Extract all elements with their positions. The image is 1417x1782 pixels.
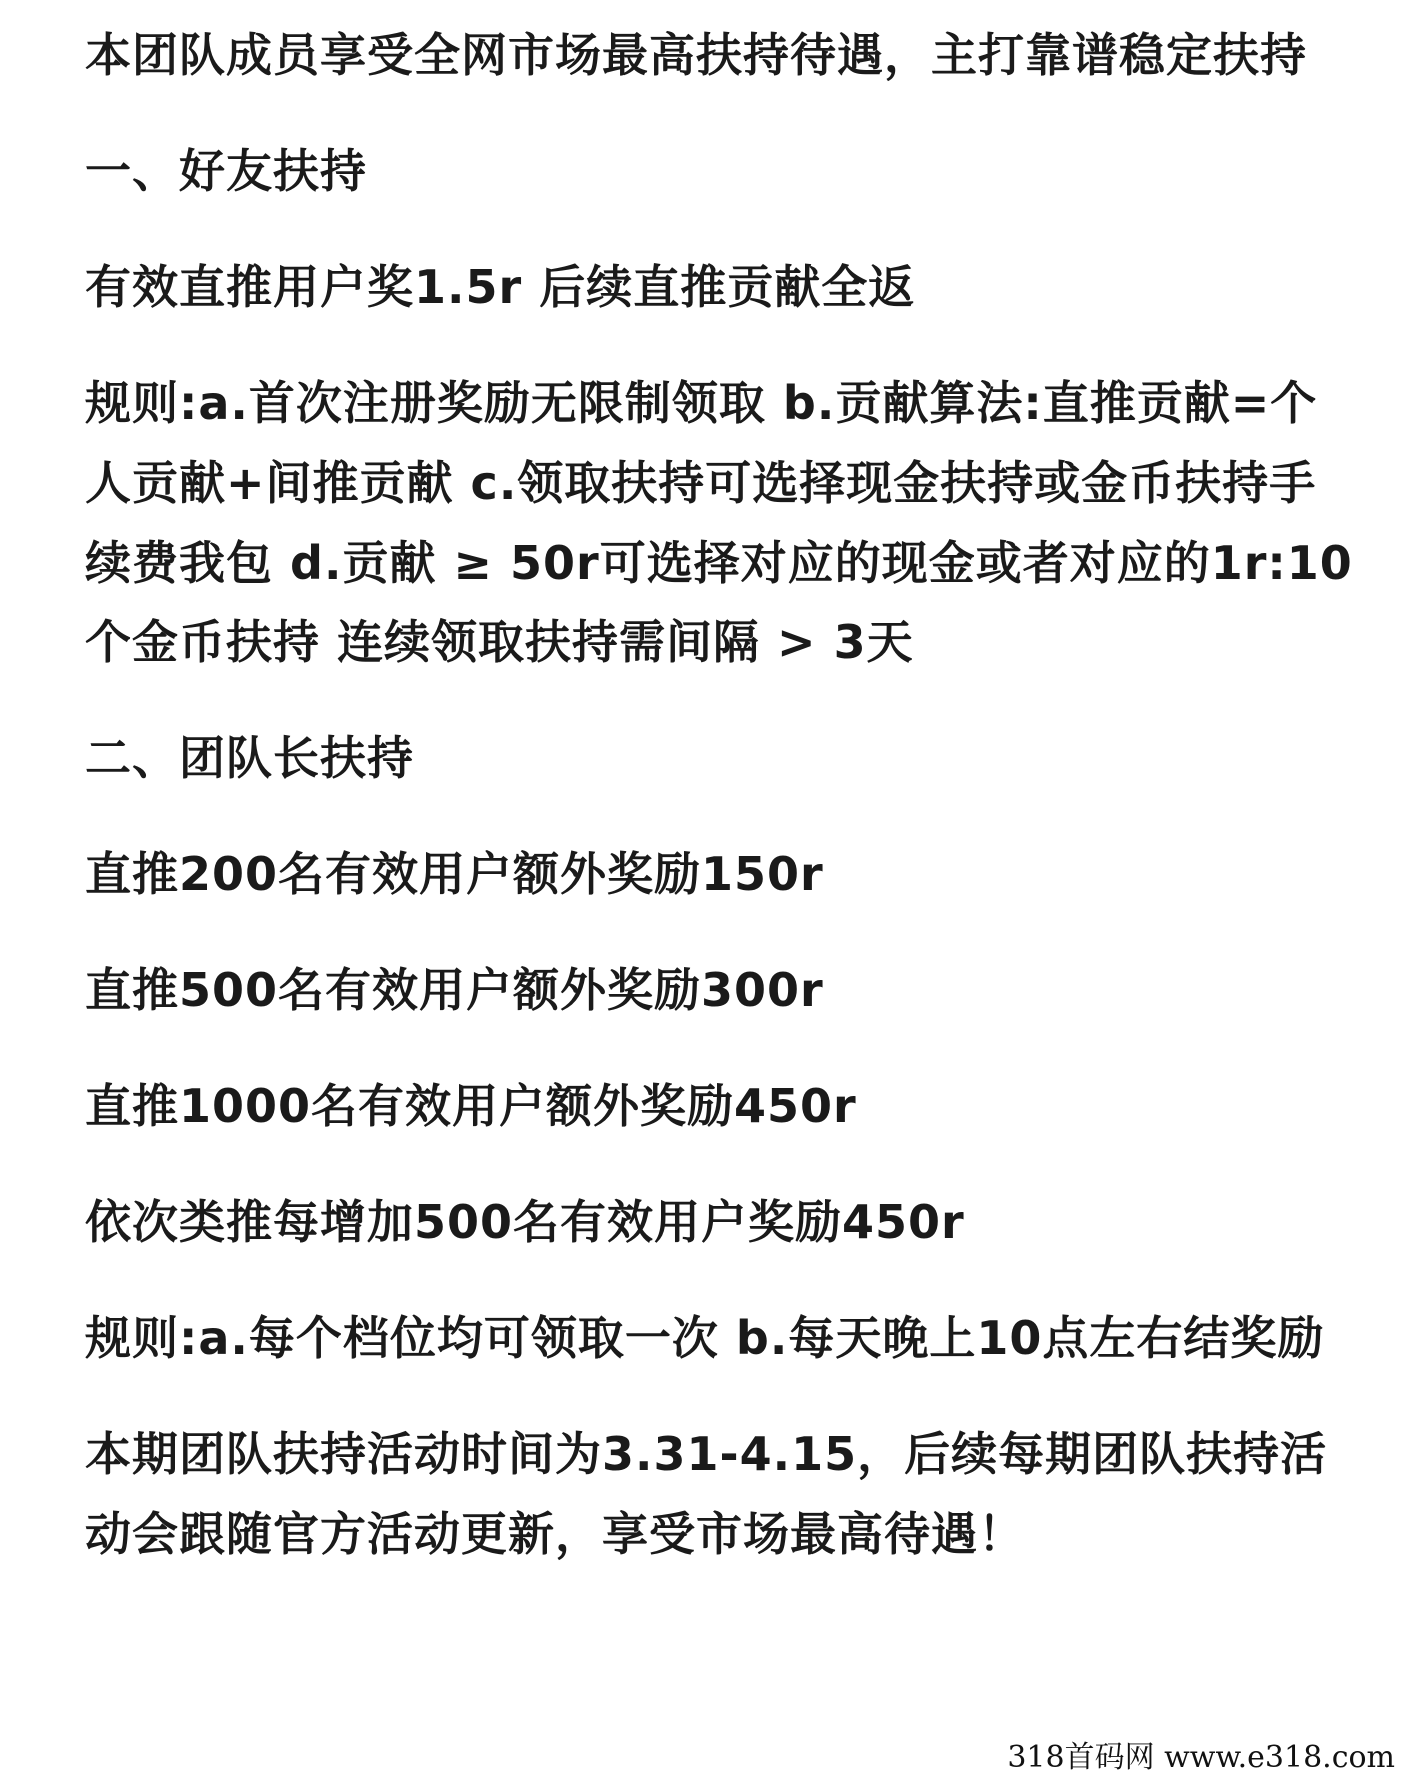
activity-period-line-2: 动会跟随官方活动更新，享受市场最高待遇！: [85, 1507, 1025, 1561]
friend-rules-line-4: 个金币扶持 连续领取扶持需间隔 > 3天: [85, 615, 914, 669]
tier-500-text: 直推500名有效用户额外奖励300r: [85, 963, 824, 1017]
site-watermark: 318首码网 www.e318.com: [1003, 1732, 1399, 1776]
friend-rules-line-2: 人贡献+间推贡献 c.领取扶持可选择现金扶持或金币扶持手: [85, 456, 1317, 510]
activity-period-line-1: 本期团队扶持活动时间为3.31-4.15，后续每期团队扶持活: [85, 1427, 1328, 1481]
tier-200-text: 直推200名有效用户额外奖励150r: [85, 847, 824, 901]
intro-text: 本团队成员享受全网市场最高扶持待遇，主打靠谱稳定扶持: [85, 28, 1307, 82]
friend-rules-line-1: 规则:a.首次注册奖励无限制领取 b.贡献算法:直推贡献=个: [85, 376, 1318, 430]
tier-incremental-text: 依次类推每增加500名有效用户奖励450r: [85, 1195, 965, 1249]
section-heading-team-leader-support: 二、团队长扶持: [85, 731, 414, 785]
friend-rules-line-3: 续费我包 d.贡献 ≥ 50r可选择对应的现金或者对应的1r:10: [85, 536, 1353, 590]
friend-reward-text: 有效直推用户奖1.5r 后续直推贡献全返: [85, 260, 916, 314]
section-heading-friend-support: 一、好友扶持: [85, 144, 367, 198]
team-rules-text: 规则:a.每个档位均可领取一次 b.每天晚上10点左右结奖励: [85, 1311, 1325, 1365]
tier-1000-text: 直推1000名有效用户额外奖励450r: [85, 1079, 857, 1133]
